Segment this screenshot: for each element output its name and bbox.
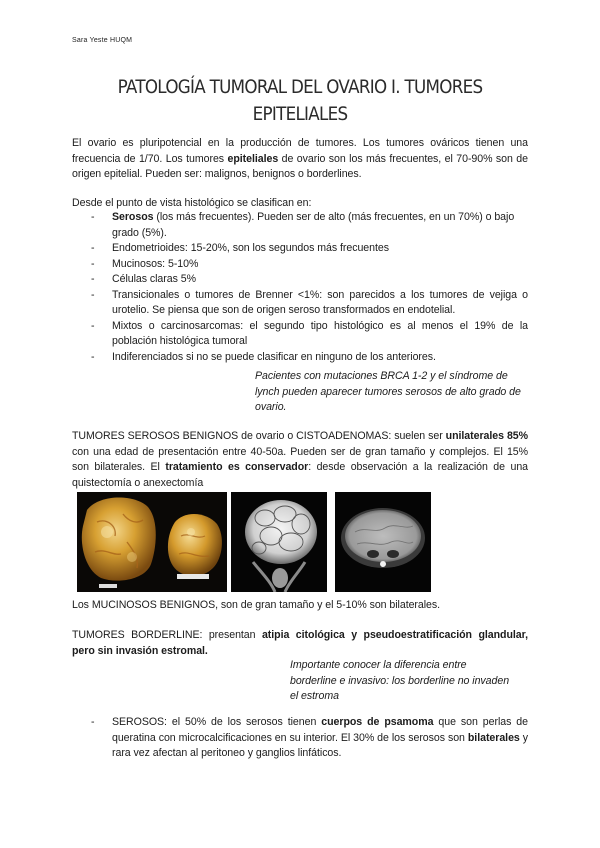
list-item: - Células claras 5% bbox=[91, 272, 528, 288]
serosos-border-bold-b: bilaterales bbox=[467, 731, 520, 744]
list-item bbox=[91, 715, 528, 762]
intro-bold: epiteliales bbox=[227, 152, 279, 165]
intro-text-2: de ovario son los más frecuentes, el 70-90% son de origen epitelial. Pueden ser: malignos, benignos o borderlines. bbox=[72, 152, 528, 180]
author-header: Sara Yeste HUQM bbox=[72, 37, 133, 44]
serosos-border-text-b: que son perlas de queratina con microcalcificaciones en su interior. El 30% de los serosos son bbox=[112, 716, 528, 744]
mri-axial-image bbox=[335, 492, 431, 592]
histology-list bbox=[91, 210, 528, 365]
serous-bold-a: unilaterales 85% bbox=[445, 430, 528, 442]
list-item bbox=[91, 210, 528, 241]
brca-note: Pacientes con mutaciones BRCA 1-2 y el síndrome de lynch pueden aparecer tumores serosos de alto grado de ovario. bbox=[255, 370, 521, 413]
list-item: - Transicionales o tumores de Brenner <1%: son parecidos a los tumores de vejiga o urotelio. Se piensa que son de origen seroso transformados en endotelial. bbox=[91, 288, 528, 319]
serosos-bold: Serosos bbox=[112, 211, 154, 223]
mri-axial-photo bbox=[335, 492, 431, 592]
serosos-border-bold-a: cuerpos de psamoma bbox=[321, 716, 434, 728]
list-item: - Indiferenciados si no se puede clasificar en ninguno de los anteriores. bbox=[91, 350, 528, 366]
serous-bold-b: tratamiento es conservador bbox=[165, 461, 309, 473]
page-title: PATOLOGÍA TUMORAL DEL OVARIO I. TUMORES EPITELIALES bbox=[117, 76, 483, 125]
borderline-text: TUMORES BORDERLINE: presentan bbox=[72, 629, 262, 641]
borderline-paragraph bbox=[72, 628, 528, 659]
serous-benign-paragraph bbox=[72, 429, 528, 491]
specimen-photo bbox=[77, 492, 227, 592]
borderline-list bbox=[91, 715, 528, 762]
borderline-bold: atipia citológica y pseudoestratificación glandular, pero sin invasión estromal. bbox=[72, 629, 528, 657]
list-item: - Mucinosos: 5-10% bbox=[91, 257, 528, 273]
mri-coronal-photo bbox=[231, 492, 327, 592]
serous-text-c: : desde observación a la realización de una quistectomía o anexectomía bbox=[72, 461, 528, 489]
histology-lead: Desde el punto de vista histológico se clasifican en: bbox=[72, 197, 312, 209]
serosos-border-text-a: SEROSOS: el 50% de los serosos tienen bbox=[112, 716, 322, 728]
intro-text: El ovario es pluripotencial en la producción de tumores. Los tumores ováricos tienen una frecuencia de 1/70. Los tumores bbox=[72, 137, 528, 165]
mucinous-paragraph: Los MUCINOSOS BENIGNOS, son de gran tamaño y el 5-10% son bilaterales. bbox=[72, 599, 441, 611]
cystadenoma-specimen-image bbox=[77, 492, 227, 592]
serosos-border-text-c: y rara vez afectan al peritoneo y ganglios linfáticos. bbox=[112, 731, 528, 759]
list-item: - Endometrioides: 15-20%, son los segundos más frecuentes bbox=[91, 241, 528, 257]
borderline-note: Importante conocer la diferencia entre borderline e invasivo: los borderline no invaden el estroma bbox=[290, 659, 510, 702]
serosos-text: (los más frecuentes). Pueden ser de alto (más frecuentes, en un 70%) o bajo grado (5%). bbox=[112, 211, 515, 239]
intro-paragraph bbox=[72, 136, 528, 183]
serous-text-a: TUMORES SEROSOS BENIGNOS de ovario o CISTOADENOMAS: suelen ser bbox=[72, 430, 446, 442]
serous-text-b: con una edad de presentación entre 40-50a. Pueden ser de gran tamaño y complejos. El 15% son bilaterales. El bbox=[72, 445, 528, 473]
list-item: - Mixtos o carcinosarcomas: el segundo tipo histológico es al menos el 19% de la población histológica tumoral bbox=[91, 319, 528, 350]
mri-coronal-image bbox=[231, 492, 327, 592]
